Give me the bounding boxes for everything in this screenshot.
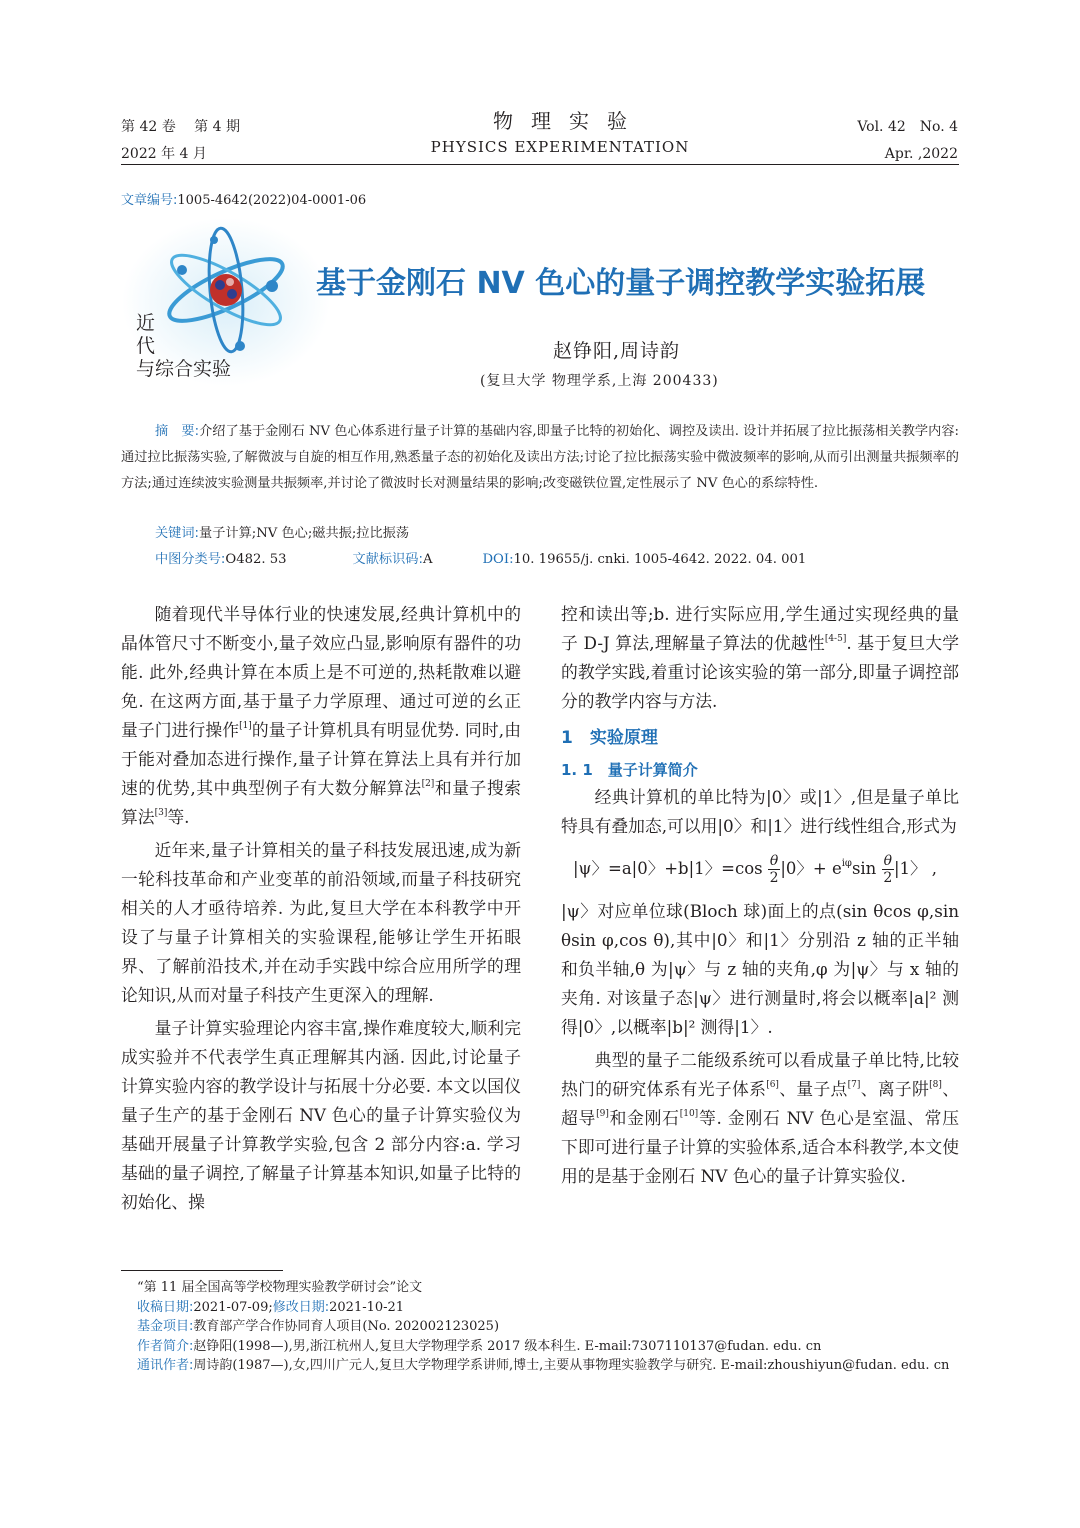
r1-text-a: 控和读出等;b. 进行实际应用,学生通过实现经典的量子 D-J 算法,理解量子算法的优越性 [561,604,959,653]
keywords-value: 量子计算;NV 色心;磁共振;拉比振荡 [199,526,410,541]
classification-line [155,547,955,573]
month-year: Apr. ,2022 [884,146,958,162]
header-rule [121,164,959,165]
citation: [2] [421,779,435,789]
received-label: 收稿日期: [137,1299,194,1315]
article-number [121,189,366,208]
paragraph-qubit: 经典计算机的单比特为|0〉或|1〉,但是量子单比特具有叠加态,可以用|0〉和|1〉进行线性组合,形式为 [561,787,959,836]
citation: [1] [239,721,252,731]
affiliation: (复旦大学 物理学系,上海 200433) [480,373,719,389]
abstract-text: 介绍了基于金刚石 NV 色心体系进行量子计算的基础内容,即量子比特的初始化、调控及读出. 设计并拓展了拉比振荡相关教学内容:通过拉比振荡实验,了解微波与自旋的相互作用,熟悉量子态的初始化及读出方法;讨论了拉比振荡实验中微波频率的影响,从而引出测量共振频率的方法;通过连续波实验测量共振频率,并讨论了微波时长对测量结果的影响;改变磁铁位置,定性展示了 NV 色心的系综特性. [121,424,959,491]
footnote-corresponding [137,1356,959,1376]
eq-right: |1〉 , [894,859,938,878]
body-left-column [121,600,521,1217]
paper-title: 基于金刚石 NV 色心的量子调控教学实验拓展 [316,266,926,301]
logo-caption-line3: 与综合实验 [136,358,232,380]
citation: [6] [766,1080,779,1090]
body-right-column [561,600,959,1191]
p1-text-a: 随着现代半导体行业的快速发展,经典计算机中的晶体管尺寸不断变小,量子效应凸显,影响原有器件的功能. 此外,经典计算在本质上是不可逆的,热耗散难以避免. 在这两方面,基于量子力学原理、通过可逆的幺正量子门进行操作 [121,604,521,740]
revised-label: 修改日期: [272,1299,330,1315]
eq-frac-num: θ [769,853,779,869]
author-label: 作者简介: [137,1338,194,1354]
r4-text-e: 和金刚石 [608,1108,680,1128]
vol-no: Vol. 42 No. 4 [857,119,958,135]
citation: [8] [929,1080,942,1090]
section-heading-1: 1 实验原理 [561,728,658,748]
authors: 赵铮阳,周诗韵 [553,340,681,362]
r4-text-a: 典型的量子二能级系统可以看成量子单比特,比较热门的研究体系有光子体系 [561,1050,959,1099]
doi-label: DOI: [482,552,514,567]
logo-caption [136,312,231,381]
abstract [121,419,959,497]
clc-label: 中图分类号: [155,552,226,567]
citation: [9] [596,1109,609,1119]
doc-code-label: 文献标识码: [352,552,423,567]
citation: [7] [847,1080,861,1090]
paragraph-2: 近年来,量子计算相关的量子科技发展迅速,成为新一轮科技革命和产业变革的前沿领域,而量子科技研究相关的人才亟待培养. 为此,复旦大学在本科教学中开设了与量子计算相关的实验课程,能够让学生开拓眼界、了解前沿技术,并在动手实践中综合应用所学的理论知识,从而对量子科技产生更深入的理解. [121,840,521,1005]
paragraph-bloch: |ψ〉对应单位球(Bloch 球)面上的点(sin θcos φ,sin θsin φ,cos θ),其中|0〉和|1〉分别沿 z 轴的正半轴和负半轴,θ 为|ψ〉与 z 轴的夹角,φ 为|ψ〉与 x 轴的夹角. 对该量子态|ψ〉进行测量时,将会以概率|a|² 测得|0〉,以概率|b|² 测得|1〉. [561,901,959,1037]
p1-text-b: 的量子计算机具有明显优势. 同时,由于能对叠加态进行操作,量子计算在算法上具有并行加速的优势,其中典型例子有大数分解算法 [121,720,521,798]
doi-value: 10. 19655/j. cnki. 1005-4642. 2022. 04. 001 [513,552,807,567]
eq-exponent: iφ [841,858,852,869]
eq-frac-1 [768,853,780,886]
footnote-fund [137,1317,959,1337]
header-left [121,114,240,168]
paragraph-1 [121,600,521,832]
p1-text-d: 等. [167,807,190,827]
corresponding-value: 周诗韵(1987—),女,四川广元人,复旦大学物理学系讲师,博士,主要从事物理实验教学与研究. E-mail:zhoushiyun@fudan. edu. cn [193,1358,950,1374]
section-heading-1-1: 1. 1 量子计算简介 [561,761,698,779]
header-center [390,108,730,160]
received-date: 2021-07-09; [193,1299,273,1315]
revised-date: 2021-10-21 [329,1299,405,1315]
paragraph-systems [561,1046,959,1191]
r4-text-d: 、超导 [561,1079,959,1128]
fund-value: 教育部产学合作协同育人项目(No. 202002123025) [193,1319,500,1335]
citation: [10] [679,1109,699,1119]
publication-date: 2022 年 4 月 [121,146,207,162]
footnote-author [137,1337,959,1357]
r4-text-f: 等. 金刚石 NV 色心是室温、常压下即可进行量子计算的实验体系,适合本科教学,本文使用的是基于金刚石 NV 色心的量子计算实验仪. [561,1108,959,1186]
logo-caption-line2: 代 [136,335,156,357]
citation: [4-5] [824,634,847,644]
article-number-value: 1005-4642(2022)04-0001-06 [177,193,367,208]
equation-state [573,847,959,891]
paragraph-3: 量子计算实验理论内容丰富,操作难度较大,顺利完成实验并不代表学生真正理解其内涵. 因此,讨论量子计算实验内容的教学设计与拓展十分必要. 本文以国仪量子生产的基于金刚石 NV 色心的量子计算实验仪为基础开展量子计算教学实验,包含 2 部分内容:a. 学习基础的量子调控,了解量子计算基本知识,如量子比特的初始化、操 [121,1018,521,1212]
author-value: 赵铮阳(1998—),男,浙江杭州人,复旦大学物理学系 2017 级本科生. E-mail:7307110137@fudan. edu. cn [193,1338,822,1354]
clc-value: O482. 53 [225,552,287,567]
footnotes [137,1278,959,1376]
logo-caption-line1: 近 [136,312,156,334]
eq-left: |ψ〉=a|0〉+b|1〉=cos [573,859,763,878]
footnote-conference: “第 11 届全国高等学校物理实验教学研讨会”论文 [137,1280,423,1295]
keywords [155,521,409,547]
header-right [857,114,958,168]
footnote-rule [121,1270,283,1271]
eq-frac-2 [882,853,894,886]
journal-name-en: PHYSICS EXPERIMENTATION [430,138,690,156]
eq-frac-num: θ [883,853,892,869]
footnote-dates [137,1298,959,1318]
doc-code-value: A [422,552,433,567]
eq-frac-den: 2 [769,870,779,886]
journal-name-cn: 物理实验 [493,109,645,133]
r4-text-c: 、离子阱 [860,1079,930,1099]
eq-frac-den: 2 [883,870,893,886]
r1-text-b: . 基于复旦大学的教学实践,着重讨论该实验的第一部分,即量子调控部分的教学内容与方法. [561,633,959,711]
r4-text-b: 、量子点 [778,1079,848,1099]
article-number-label: 文章编号: [121,193,178,208]
corresponding-label: 通讯作者: [137,1358,194,1374]
eq-mid: |0〉+ e [780,859,842,878]
p1-text-c: 和量子搜索算法 [121,778,521,827]
abstract-label: 摘 要: [155,424,200,439]
paragraph-3-continued [561,600,959,716]
volume-issue: 第 42 卷 第 4 期 [121,119,240,135]
citation: [3] [154,808,168,818]
keywords-label: 关键词: [155,526,200,541]
fund-label: 基金项目: [137,1319,194,1335]
eq-sin: sin [851,859,877,878]
